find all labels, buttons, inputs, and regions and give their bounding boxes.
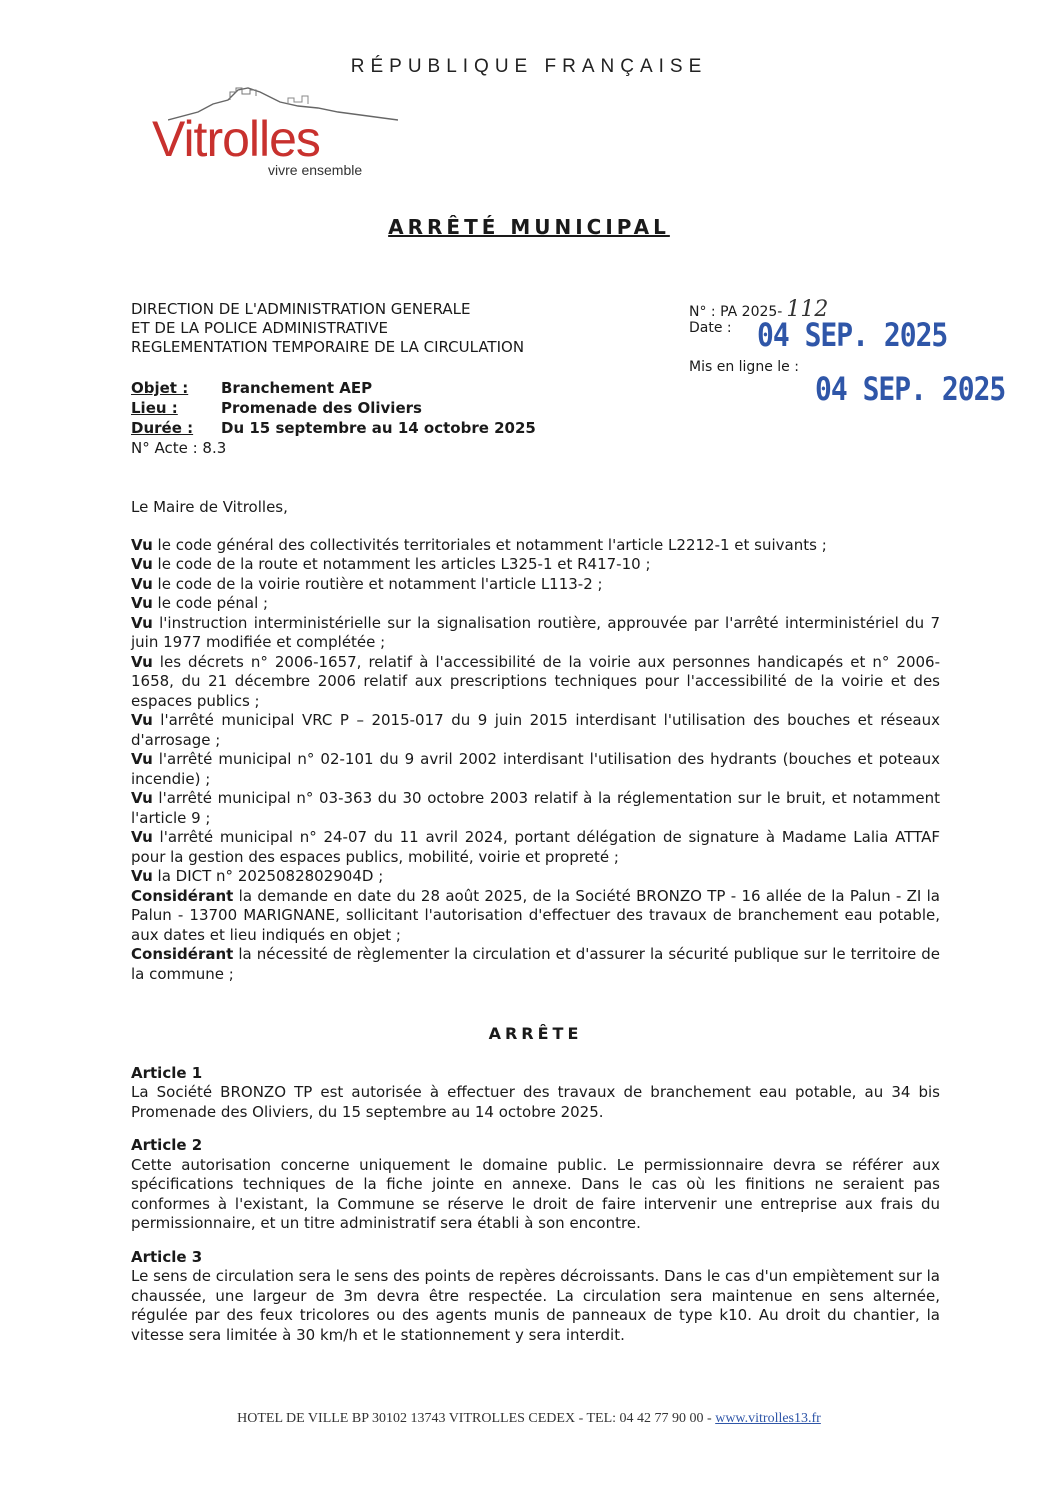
visa-item (131, 867, 940, 887)
numero-acte: N° Acte : 8.3 (131, 439, 227, 457)
visa-item (131, 614, 940, 653)
duree-value: Du 15 septembre au 14 octobre 2025 (221, 419, 536, 437)
visa-item (131, 945, 940, 984)
date-label: Date : (689, 320, 732, 336)
article-title: Article 1 (131, 1063, 203, 1082)
visa-keyword: Vu (131, 711, 153, 729)
visa-item (131, 828, 940, 867)
direction-line: ET DE LA POLICE ADMINISTRATIVE (131, 319, 389, 337)
visas-list (131, 536, 940, 985)
article-title: Article 2 (131, 1136, 203, 1154)
document-body (131, 498, 940, 1345)
republique-francaise: RÉPUBLIQUE FRANÇAISE (350, 56, 708, 77)
logo-wordmark: Vitrolles (152, 111, 320, 167)
footer (0, 1411, 1058, 1427)
footer-website-link[interactable]: www.vitrolles13.fr (715, 1411, 821, 1426)
visa-text: l'arrêté municipal n° 03-363 du 30 octobre 2003 relatif à la réglementation sur le bruit, et notamment l'article 9 ; (131, 789, 940, 827)
visa-item (131, 711, 940, 750)
visa-item (131, 653, 940, 712)
visa-text: l'arrêté municipal n° 02-101 du 9 avril 2002 interdisant l'utilisation des hydrants (bouches et poteaux incendie) ; (131, 750, 940, 788)
visa-keyword: Vu (131, 574, 153, 593)
duree-key: Durée : (131, 419, 194, 437)
visa-keyword: Vu (131, 535, 153, 554)
article-title: Article 3 (131, 1247, 203, 1266)
lieu-key: Lieu : (131, 399, 178, 417)
visa-text: l'instruction interministérielle sur la signalisation routière, approuvée par l'arrêté interministériel du 7 juin 1977 modifiée et complétée ; (131, 613, 940, 651)
visa-item (131, 887, 940, 946)
visa-text: la DICT n° 2025082802904D ; (152, 867, 384, 885)
visa-text: le code pénal ; (152, 594, 269, 612)
visa-keyword: Vu (131, 867, 153, 885)
visa-text: le code de la route et notamment les articles L325-1 et R417-10 ; (152, 555, 651, 573)
visa-text: les décrets n° 2006-1657, relatif à l'accessibilité de la voirie aux personnes handicapés et n° 2006-1658, du 21 décembre 2006 relatif aux prescriptions techniques pour l'accessibilité de la voirie et des espaces publics ; (131, 652, 940, 710)
arrete-heading: ARRÊTE (488, 1024, 583, 1043)
reference-block (689, 292, 1009, 422)
visa-text: l'arrêté municipal n° 24-07 du 11 avril 2024, portant délégation de signature à Madame Lalia ATTAF pour la gestion des espaces publics, mobilité, voirie et propreté ; (131, 828, 940, 866)
visa-text: l'arrêté municipal VRC P – 2015-017 du 9 juin 2015 interdisant l'utilisation des bouches et réseaux d'arrosage ; (131, 711, 940, 749)
visa-item (131, 575, 940, 595)
objet-key: Objet : (131, 379, 189, 397)
visa-keyword: Considérant (131, 945, 234, 963)
visa-item (131, 789, 940, 828)
lieu-value: Promenade des Oliviers (221, 399, 422, 417)
numero-label: N° : PA 2025- (689, 304, 783, 320)
visa-text: la demande en date du 28 août 2025, de la Société BRONZO TP - 16 allée de la Palun - ZI la Palun - 13700 MARIGNANE, sollicitant l'autorisation d'effectuer des travaux de branchement eau potable, aux dates et lieu indiqués en objet ; (131, 886, 940, 944)
logo-tagline: vivre ensemble (268, 162, 363, 178)
visa-keyword: Vu (131, 750, 153, 768)
visa-text: le code général des collectivités territoriales et notamment l'article L2212-1 et suivants ; (152, 535, 827, 554)
articles-list (131, 1064, 940, 1346)
article-text: Cette autorisation concerne uniquement le domaine public. Le permissionnaire devra se référer aux spécifications techniques de la fiche jointe en annexe. Dans le cas où les finitions ne seraient pas conformes à l'existant, la Commune se réserve le droit de faire intervenir une entreprise aux frais du permissionnaire, et un titre administratif sera établi à son encontre. (131, 1155, 940, 1232)
vitrolles-logo (148, 82, 408, 182)
date-stamp: 04 SEP. 2025 (757, 315, 948, 354)
visa-text: le code de la voirie routière et notamment l'article L113-2 ; (152, 574, 603, 593)
visa-keyword: Vu (131, 555, 153, 573)
visa-keyword: Vu (131, 594, 153, 612)
visa-keyword: Considérant (131, 886, 234, 905)
article-text: Le sens de circulation sera le sens des points de repères décroissants. Dans le cas d'un empiètement sur la chaussée, une largeur de 3m devra être respectée. La circulation sera maintenue en sens alternée, régulée par des feux tricolores ou des agents munis de panneaux de type k10. Au droit du chantier, la vitesse sera limitée à 30 km/h et le stationnement y sera interdit. (131, 1267, 940, 1344)
direction-line: REGLEMENTATION TEMPORAIRE DE LA CIRCULATION (131, 338, 525, 356)
visa-keyword: Vu (131, 789, 153, 807)
article-text: La Société BRONZO TP est autorisée à effectuer des travaux de branchement eau potable, au 34 bis Promenade des Oliviers, du 15 septembre au 14 octobre 2025. (131, 1083, 940, 1121)
document-title: ARRÊTÉ MUNICIPAL (388, 215, 670, 239)
direction-line: DIRECTION DE L'ADMINISTRATION GENERALE (131, 300, 471, 318)
numero-handwritten: 112 (786, 297, 829, 322)
visa-keyword: Vu (131, 828, 153, 846)
footer-address: HOTEL DE VILLE BP 30102 13743 VITROLLES CEDEX - TEL: 04 42 77 90 00 - (237, 1411, 716, 1426)
visa-item (131, 536, 940, 556)
mis-en-ligne-label: Mis en ligne le : (689, 359, 799, 375)
visa-item (131, 594, 940, 614)
direction-block (131, 300, 524, 357)
salutation: Le Maire de Vitrolles, (131, 498, 288, 516)
visa-keyword: Vu (131, 652, 153, 671)
visa-keyword: Vu (131, 613, 153, 632)
objet-block (131, 378, 536, 458)
visa-item (131, 750, 940, 789)
visa-item (131, 555, 940, 575)
visa-text: la nécessité de règlementer la circulation et d'assurer la sécurité publique sur le territoire de la commune ; (131, 945, 940, 983)
objet-value: Branchement AEP (221, 379, 373, 397)
mis-en-ligne-stamp: 04 SEP. 2025 (815, 369, 1006, 408)
